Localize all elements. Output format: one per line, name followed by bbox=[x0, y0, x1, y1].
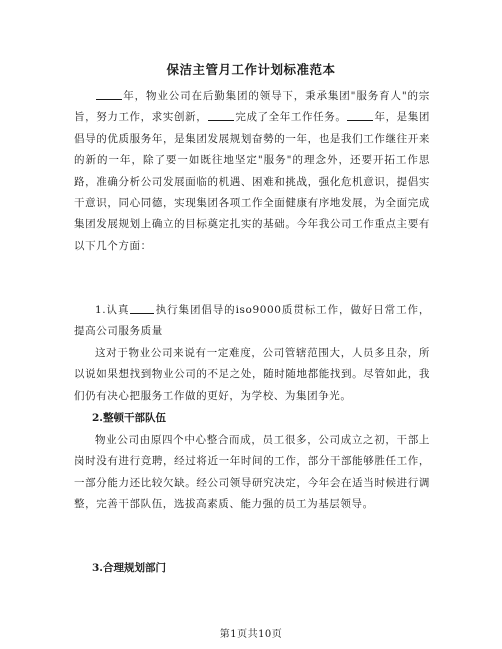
para3-text: 物业公司由原四个中心整合而成，员工很多，公司成立之初，干部上岗时没有进行竞聘，经过将近一年时间的工作，部分干部能够胜任工作，一部分能力还比较欠缺。经公司领导研究决定，今年会在适当时候进行调整，完善干部队伍，选拔高素质、能力强的员工为基层领导。 bbox=[74, 434, 430, 511]
item1-text-b: 执行集团倡导的iso9000质贯标工作，做好日常工作，提高公司服务质量 bbox=[74, 304, 430, 338]
blank-line bbox=[347, 110, 373, 121]
intro-paragraph bbox=[74, 86, 430, 257]
intro-text-a: 年，物业公司在后勤集团的领导下，秉承集团"服务育人"的宗旨，努力工作，求实创新， bbox=[74, 90, 430, 124]
para2-paragraph bbox=[74, 343, 430, 407]
blank-line bbox=[96, 89, 122, 100]
intro-text-c: 年，是集团倡导的优质服务年，是集团发展规划奋勢的一年，也是我们工作继往开来的新的一年，除了要一如既往地坚定"服务"的理念外，还要开拓工作思路，准确分析公司发展面临的机遇、困难和挑战，强化危机意识，提倡实干意识，同心同德，实现集团各项工作全面健康有序地发展，为全面完成集团发展规划上确立的目标奠定扎实的基础。今年我公司工作重点主要有以下几个方面： bbox=[74, 111, 431, 252]
section-heading-3: 3.合理规划部门 bbox=[92, 562, 166, 574]
intro-text-b: 完成了全年工作任务。 bbox=[235, 111, 347, 124]
blank-line bbox=[130, 303, 154, 314]
blank-line bbox=[208, 110, 234, 121]
page-number: 第1页共10页 bbox=[219, 629, 283, 640]
item1-text-a: 1.认真 bbox=[95, 304, 130, 316]
section-heading-2: 2.整顿干部队伍 bbox=[92, 412, 166, 424]
para3-paragraph bbox=[74, 430, 430, 516]
document-title: 保洁主管月工作计划标准范本 bbox=[166, 62, 336, 77]
item1-paragraph bbox=[74, 300, 430, 343]
para2-text: 这对于物业公司来说有一定难度，公司管辖范围大，人员多且杂，所以说如果想找到物业公司的不足之处，随时随地都能找到。尽管如此，我们仍有决心把服务工作做的更好，为学校、为集团争光。 bbox=[74, 347, 430, 402]
